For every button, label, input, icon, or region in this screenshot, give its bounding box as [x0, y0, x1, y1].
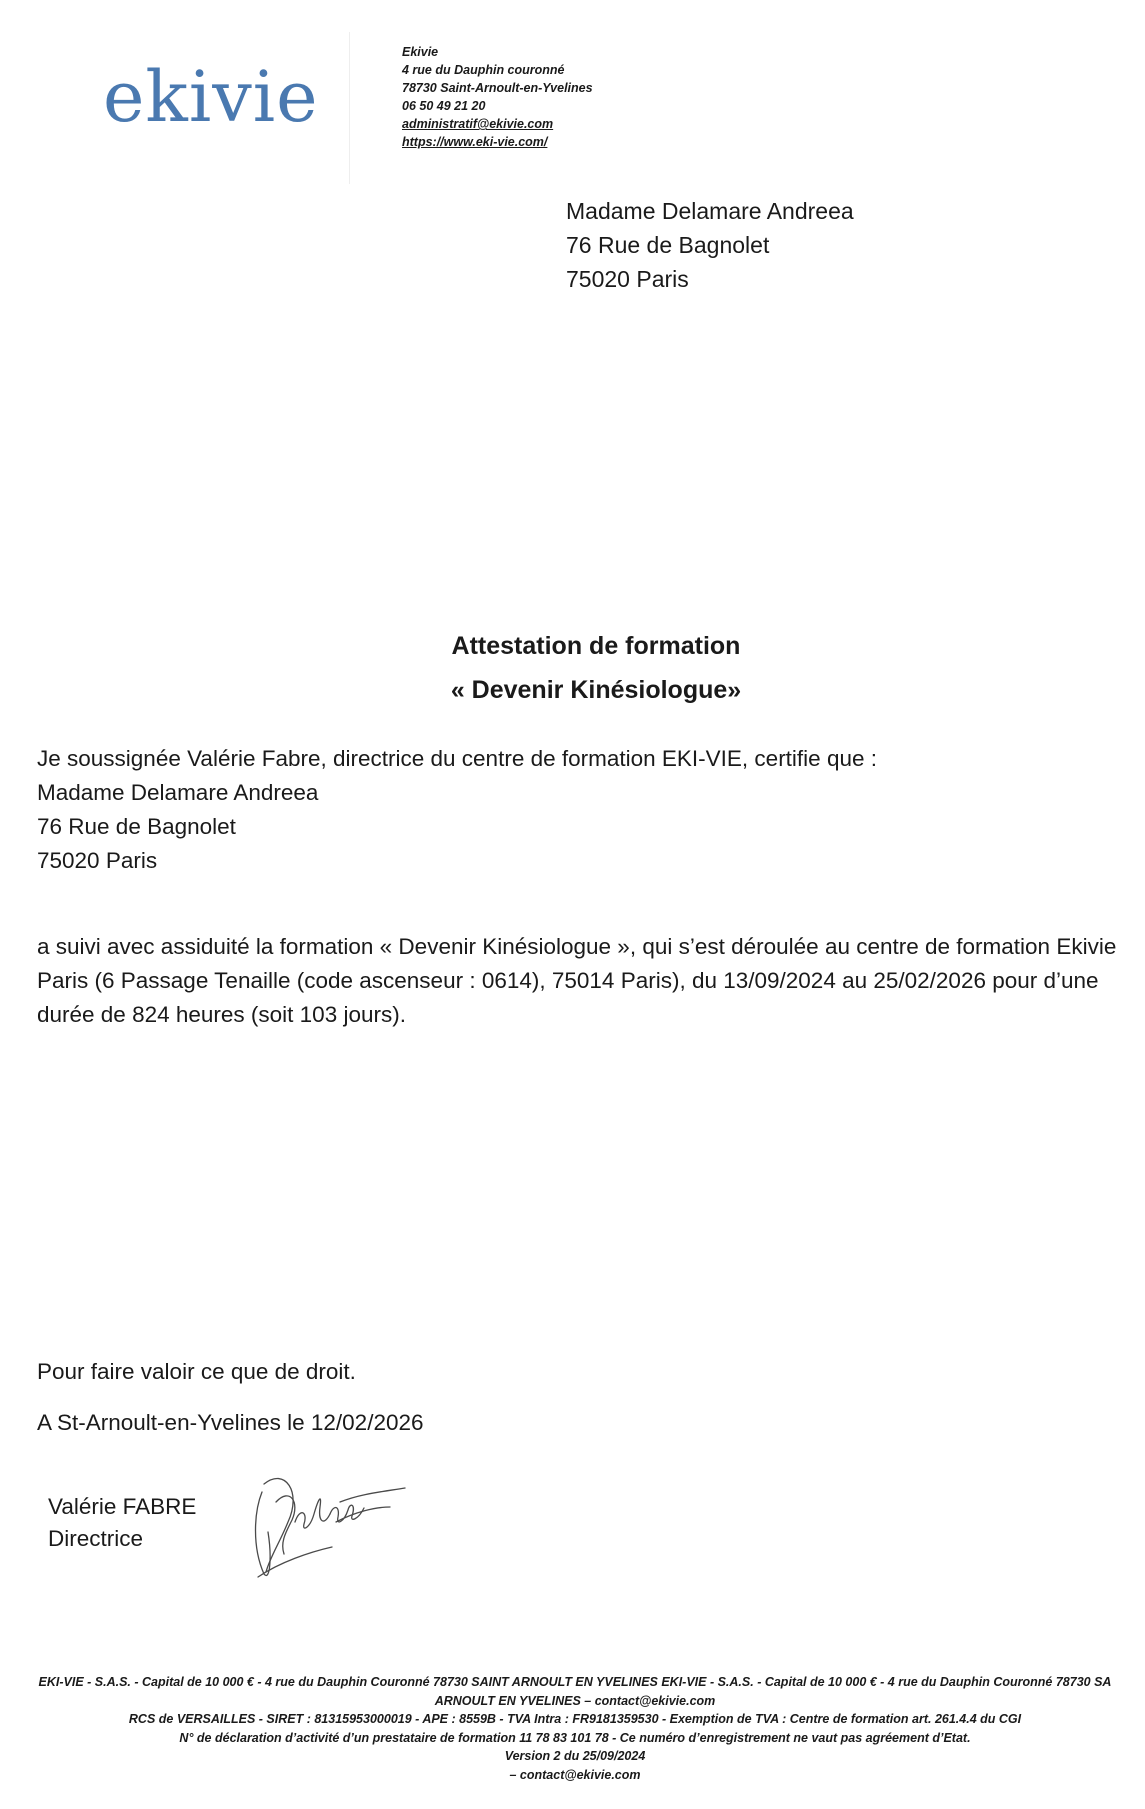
recipient-name: Madame Delamare Andreea [566, 198, 854, 224]
footer-line-1: EKI-VIE - S.A.S. - Capital de 10 000 € - 4 rue du Dauphin Couronné 78730 SAINT ARNOULT EN YVELINES EKI-VIE - S.A.S. - Capital de 10 000 € - 4 rue du Dauphin Couronné 78730 SA [38, 1675, 1112, 1689]
sender-name: Ekivie [402, 45, 439, 59]
footer-line-2: ARNOULT EN YVELINES – contact@ekivie.com [434, 1693, 716, 1708]
training-details-paragraph: a suivi avec assiduité la formation « Devenir Kinésiologue », qui s’est déroulée au centre de formation Ekivie Paris (6 Passage Tenaille (code ascenseur : 0614), 75014 Paris), du 13/09/2024 au 25/02/2026 pour d’une durée de 824 heures (soit 103 jours). [37, 934, 1117, 1027]
sender-street: 4 rue du Dauphin couronné [402, 63, 565, 77]
company-logo: ekivie [103, 56, 319, 138]
sender-city: 78730 Saint-Arnoult-en-Yvelines [402, 81, 593, 95]
sender-phone: 06 50 49 21 20 [402, 99, 486, 113]
closing-text: Pour faire valoir ce que de droit. [37, 1359, 356, 1384]
recipient-city: 75020 Paris [566, 266, 689, 292]
signatory-name: Valérie FABRE [48, 1494, 197, 1519]
place-date-text: A St-Arnoult-en-Yvelines le 12/02/2026 [37, 1410, 424, 1435]
footer-line-4: N° de déclaration d’activité d’un prestataire de formation 11 78 83 101 78 - Ce numéro d’enregistrement ne vaut pas agréement d’Etat. [179, 1730, 971, 1745]
certification-intro-block [37, 742, 1117, 878]
sender-address-block [402, 43, 593, 151]
header-divider [349, 32, 350, 184]
title-line-2: « Devenir Kinésiologue» [450, 676, 742, 704]
signatory-role: Directrice [48, 1526, 144, 1551]
footer-line-3: RCS de VERSAILLES - SIRET : 81315953000019 - APE : 8559B - TVA Intra : FR9181359530 - Exemption de TVA : Centre de formation art. 261.4.4 du CGI [128, 1712, 1022, 1726]
intro-text: Je soussignée Valérie Fabre, directrice du centre de formation EKI-VIE, certifie que : [37, 746, 877, 771]
signatory-block [48, 1491, 196, 1555]
legal-footer [20, 1673, 1130, 1784]
sender-email-link[interactable]: administratif@ekivie.com [402, 117, 554, 131]
handwritten-signature [240, 1462, 410, 1592]
trainee-street: 76 Rue de Bagnolet [37, 814, 236, 839]
recipient-street: 76 Rue de Bagnolet [566, 232, 770, 258]
trainee-city: 75020 Paris [37, 848, 158, 873]
recipient-address-block [566, 194, 854, 296]
title-line-1: Attestation de formation [451, 632, 741, 660]
footer-line-5: Version 2 du 25/09/2024 [504, 1749, 646, 1763]
document-title [0, 624, 1145, 712]
footer-line-6: – contact@ekivie.com [509, 1767, 641, 1782]
sender-website-link[interactable]: https://www.eki-vie.com/ [402, 135, 548, 149]
trainee-name: Madame Delamare Andreea [37, 780, 319, 805]
